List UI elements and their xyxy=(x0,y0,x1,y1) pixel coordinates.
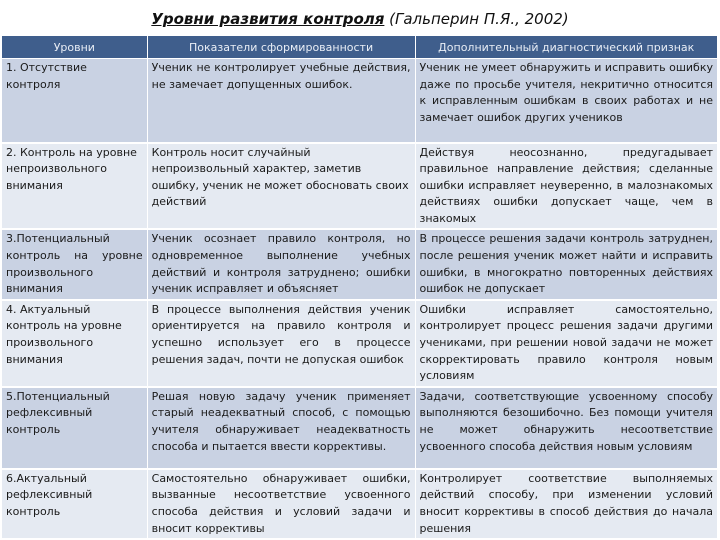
header-diagnostic-sign: Дополнительный диагностический признак xyxy=(415,36,718,59)
table-row xyxy=(2,229,718,299)
level-cell: 2. Контроль на уровне непроизвольного внимания xyxy=(2,143,148,230)
diagnostic-cell: Задачи, соответствующие усвоенному способу выполняются безошибочно. Без помощи учителя не может обнаружить несоответствие усвоенного способа действия новым условиям xyxy=(415,387,718,469)
indicator-cell: Решая новую задачу ученик применяет старый неадекватный способ, с помощью учителя обнаруживает неадекватность способа и пытается ввести коррективы. xyxy=(147,387,415,469)
table-row xyxy=(2,387,718,469)
title-source: (Гальперин П.Я., 2002) xyxy=(384,10,569,28)
indicator-cell: В процессе выполнения действия ученик ориентируется на правило контроля и успешно использует его в процессе решения задач, почти не допуская ошибок xyxy=(147,300,415,387)
title-main: Уровни развития контроля xyxy=(151,10,385,28)
indicator-cell: Контроль носит случайный непроизвольный характер, заметив ошибку, ученик не может обосновать своих действий xyxy=(147,143,415,230)
level-cell: 4. Актуальный контроль на уровне произвольного внимания xyxy=(2,300,148,387)
level-cell: 5.Потенциальный рефлексивный контроль xyxy=(2,387,148,469)
diagnostic-cell: Контролирует соответствие выполняемых действий способу, при изменении условий вносит коррективы в способ действия до начала решения xyxy=(415,469,718,539)
table-row xyxy=(2,143,718,230)
level-cell: 3.Потенциальный контроль на уровне произвольного внимания xyxy=(2,229,148,299)
indicator-cell: Ученик осознает правило контроля, но одновременное выполнение учебных действий и контроля затруднено; ошибки ученик исправляет и объясняет xyxy=(147,229,415,299)
diagnostic-cell: Действуя неосознанно, предугадывает правильное направление действия; сделанные ошибки исправляет неуверенно, в малознакомых действиях ошибки допускает чаще, чем в знакомых xyxy=(415,143,718,230)
header-levels: Уровни xyxy=(2,36,148,59)
table-row xyxy=(2,469,718,539)
header-indicators: Показатели сформированности xyxy=(147,36,415,59)
diagnostic-cell: Ученик не умеет обнаружить и исправить ошибку даже по просьбе учителя, некритично относится к исправленным ошибкам в своих работах и не замечает ошибок других учеников xyxy=(415,59,718,143)
table-row xyxy=(2,59,718,143)
diagnostic-cell: В процессе решения задачи контроль затруднен, после решения ученик может найти и исправить ошибки, в многократно повторенных действиях ошибок не допускает xyxy=(415,229,718,299)
table-row xyxy=(2,300,718,387)
indicator-cell: Ученик не контролирует учебные действия, не замечает допущенных ошибок. xyxy=(147,59,415,143)
level-cell: 1. Отсутствие контроля xyxy=(2,59,148,143)
control-levels-table xyxy=(1,35,718,540)
page-title xyxy=(0,10,720,28)
indicator-cell: Самостоятельно обнаруживает ошибки, вызванные несоответствие усвоенного способа действия и условий задачи и вносит коррективы xyxy=(147,469,415,539)
level-cell: 6.Актуальный рефлексивный контроль xyxy=(2,469,148,539)
table-header-row xyxy=(2,36,718,59)
diagnostic-cell: Ошибки исправляет самостоятельно, контролирует процесс решения задачи другими учениками, при решении новой задачи не может скорректировать правило контроля новым условиям xyxy=(415,300,718,387)
